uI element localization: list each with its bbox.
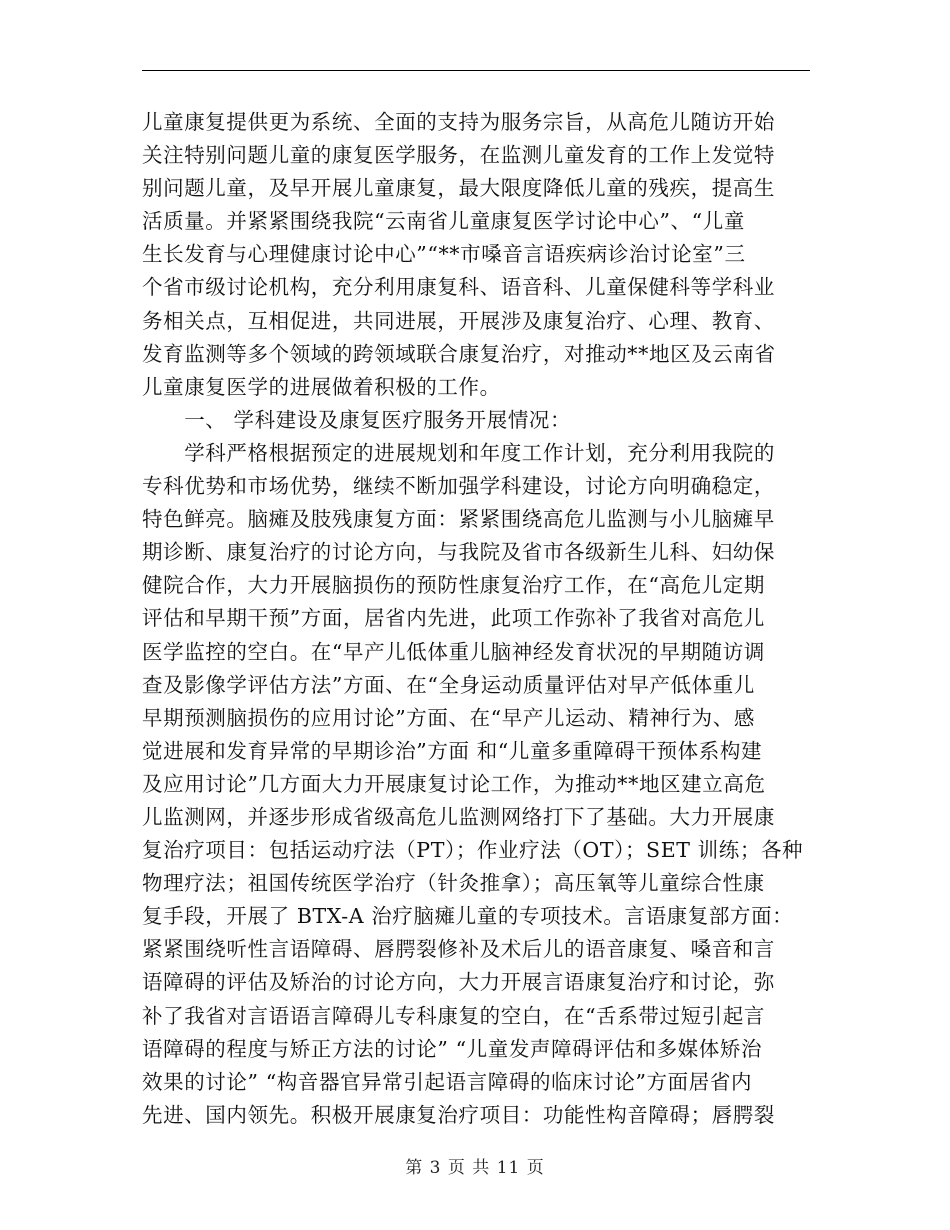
text-line: 健院合作，大力开展脑损伤的预防性康复治疗工作，在“高危儿定期 bbox=[142, 573, 765, 598]
text-line: 查及影像学评估方法”方面、在“全身运动质量评估对早产低体重儿 bbox=[142, 672, 755, 697]
text-line: 及应用讨论”几方面大力开展康复讨论工作，为推动**地区建立高危 bbox=[142, 771, 766, 796]
text-line: 关注特别问题儿童的康复医学服务，在监测儿童发育的工作上发觉特 bbox=[142, 143, 775, 168]
text-line: 生长发育与心理健康讨论中心”“**市嗓音言语疾病诊治讨论室”三 bbox=[142, 242, 746, 267]
text-line: 医学监控的空白。在“早产儿低体重儿脑神经发育状况的早期随访调 bbox=[142, 639, 765, 664]
text-line: 紧紧围绕听性言语障碍、唇腭裂修补及术后儿的语音康复、嗓音和言 bbox=[142, 937, 775, 962]
body-text bbox=[142, 106, 810, 1132]
text-line: 先进、国内领先。积极开展康复治疗项目：功能性构音障碍；唇腭裂 bbox=[142, 1102, 775, 1127]
text-line: 效果的讨论” “构音器官异常引起语言障碍的临床讨论”方面居省内 bbox=[142, 1069, 753, 1094]
section-heading: 一、 学科建设及康复医疗服务开展情况： bbox=[142, 407, 572, 432]
text-line: 早期预测脑损伤的应用讨论”方面、在“早产儿运动、精神行为、感 bbox=[142, 705, 755, 730]
header-rule bbox=[142, 70, 810, 71]
text-line: 期诊断、康复治疗的讨论方向，与我院及省市各级新生儿科、妇幼保 bbox=[142, 540, 775, 565]
text-line: 物理疗法；祖国传统医学治疗（针灸推拿）；高压氧等儿童综合性康 bbox=[142, 871, 765, 896]
text-line: 评估和早期干预”方面，居省内先进，此项工作弥补了我省对高危儿 bbox=[142, 606, 765, 631]
page-footer: 第 3 页 共 11 页 bbox=[405, 1158, 545, 1178]
text-line: 特色鲜亮。脑瘫及肢残康复方面：紧紧围绕高危儿监测与小儿脑瘫早 bbox=[142, 507, 775, 532]
text-line: 儿监测网，并逐步形成省级高危儿监测网络打下了基础。大力开展康 bbox=[142, 804, 775, 829]
text-line: 别问题儿童，及早开展儿童康复，最大限度降低儿童的残疾，提高生 bbox=[142, 176, 775, 201]
text-line: 活质量。并紧紧围绕我院“云南省儿童康复医学讨论中心”、“儿童 bbox=[142, 209, 745, 234]
text-line: 复手段，开展了 BTX-A 治疗脑瘫儿童的专项技术。言语康复部方面： bbox=[142, 904, 794, 929]
text-line: 觉进展和发育异常的早期诊治”方面 和“儿童多重障碍干预体系构建 bbox=[142, 738, 763, 763]
text-line: 学科严格根据预定的进展规划和年度工作计划，充分利用我院的 bbox=[142, 440, 775, 465]
text-line: 专科优势和市场优势，继续不断加强学科建设，讨论方向明确稳定， bbox=[142, 474, 775, 499]
text-line: 儿童康复提供更为系统、全面的支持为服务宗旨，从高危儿随访开始 bbox=[142, 110, 775, 134]
text-line: 儿童康复医学的进展做着积极的工作。 bbox=[142, 374, 501, 399]
text-line: 复治疗项目：包括运动疗法（PT）；作业疗法（OT）；SET 训练；各种 bbox=[142, 838, 804, 863]
text-line: 务相关点，互相促进，共同进展，开展涉及康复治疗、心理、教育、 bbox=[142, 308, 775, 333]
text-line: 语障碍的评估及矫治的讨论方向，大力开展言语康复治疗和讨论，弥 bbox=[142, 970, 775, 995]
text-line: 语障碍的程度与矫正方法的讨论” “儿童发声障碍评估和多媒体矫治 bbox=[142, 1036, 763, 1061]
text-line: 补了我省对言语语言障碍儿专科康复的空白，在“舌系带过短引起言 bbox=[142, 1003, 765, 1028]
text-line: 个省市级讨论机构，充分利用康复科、语音科、儿童保健科等学科业 bbox=[142, 275, 775, 300]
text-line: 发育监测等多个领域的跨领域联合康复治疗，对推动**地区及云南省 bbox=[142, 341, 776, 366]
